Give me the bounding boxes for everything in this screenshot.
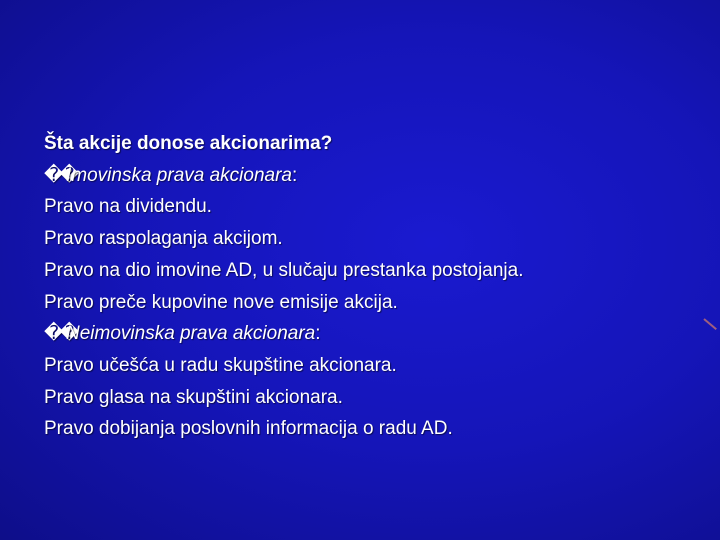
list-item: Pravo dobijanja poslovnih informacija o radu AD. xyxy=(44,418,453,440)
replacement-glyph-icon: �� xyxy=(44,323,75,345)
list-item: Pravo učešća u radu skupštine akcionara. xyxy=(44,354,397,376)
section-suffix: : xyxy=(292,164,298,186)
list-item: Pravo preče kupovine nove emisije akcija. xyxy=(44,291,398,313)
list-item: Pravo glasa na skupštini akcionara. xyxy=(44,386,343,408)
section-heading-imovinska xyxy=(44,160,704,192)
decorative-line xyxy=(703,318,717,330)
list-item: Pravo na dividendu. xyxy=(44,196,212,218)
list-item: Pravo raspolaganja akcijom. xyxy=(44,228,283,250)
replacement-glyph-icon: �� xyxy=(44,164,75,186)
list-item: Pravo na dio imovine AD, u slučaju prestanka postojanja. xyxy=(44,259,524,281)
section-label: Imovinska prava akcionara xyxy=(66,164,292,186)
section-suffix: : xyxy=(315,323,321,345)
slide-content xyxy=(44,128,704,445)
section-label: Neimovinska prava akcionara xyxy=(66,323,316,345)
section-heading-neimovinska xyxy=(44,318,704,350)
slide-heading: Šta akcije donose akcionarima? xyxy=(44,133,333,154)
